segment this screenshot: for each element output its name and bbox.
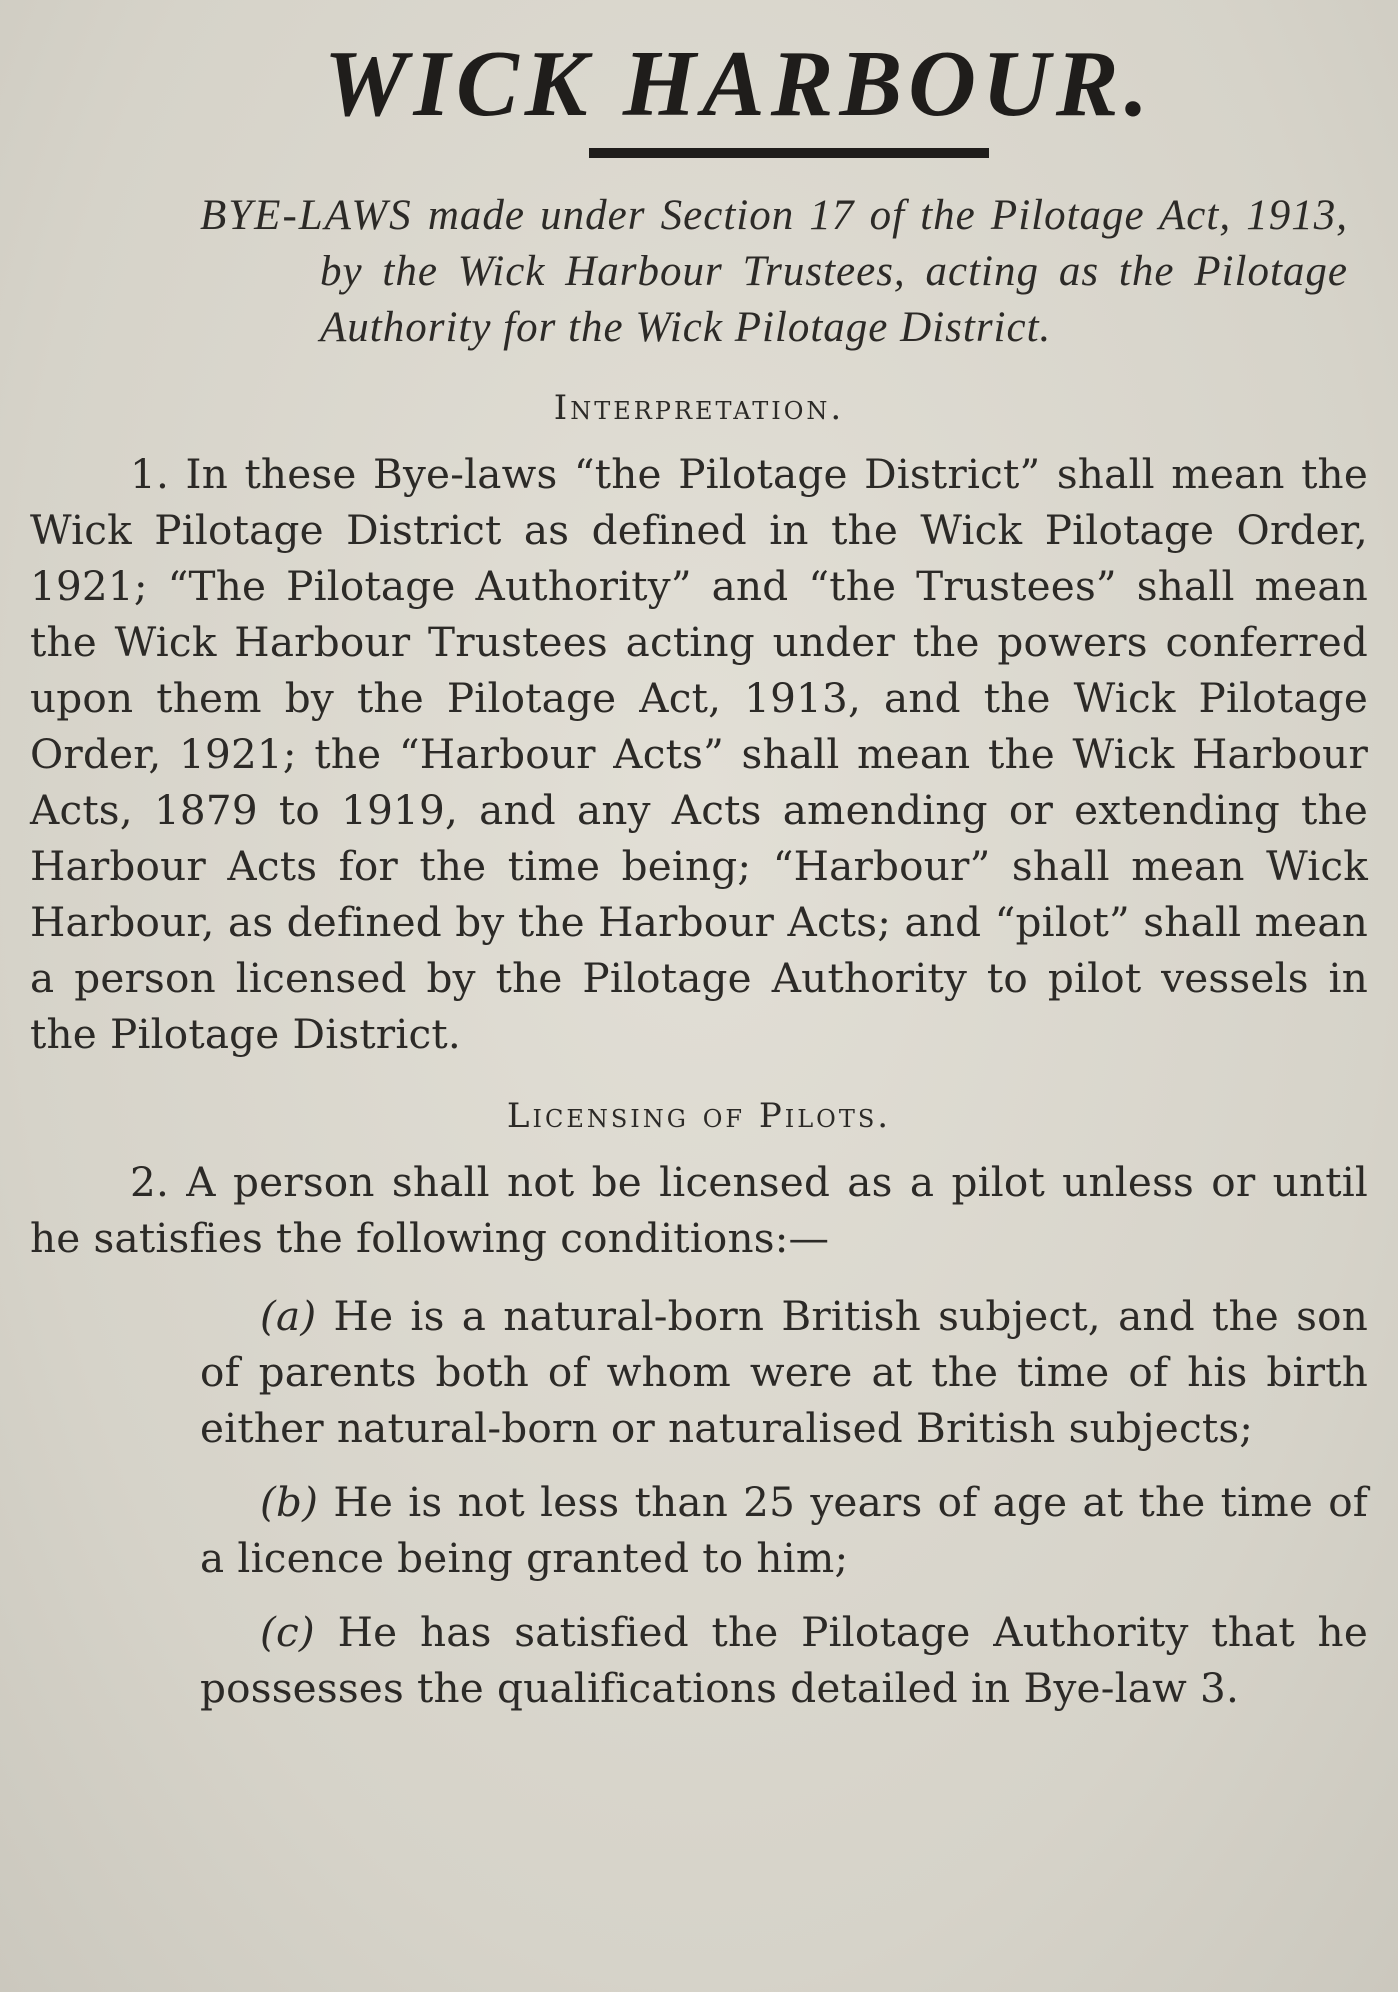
preamble-text: made under Section 17 of the Pilotage Act, 1913, by the Wick Harbour Trustees, acting as the Pilotage Authority for the Wick Pilotage District.: [320, 192, 1348, 352]
item-text-a: He is a natural-born British subject, and the son of parents both of whom were at the time of his birth either natural-born or naturalised British subjects;: [200, 1292, 1368, 1453]
item-label-c: (c): [260, 1608, 315, 1657]
section-paragraph-2: 2. A person shall not be licensed as a pilot unless or until he satisfies the following conditions:—: [30, 1158, 1368, 1263]
preamble: [200, 188, 1348, 356]
section-heading-licensing: Licensing of Pilots.: [506, 1096, 892, 1137]
section-paragraph-1: 1. In these Bye-laws “the Pilotage District” shall mean the Wick Pilotage District as defined in the Wick Pilotage Order, 1921; “The Pilotage Authority” and “the Trustees” shall mean the Wick Harbour Trustees acting under the powers conferred upon them by the Pilotage Act, 1913, and the Wick Pilotage Order, 1921; the “Harbour Acts” shall mean the Wick Harbour Acts, 1879 to 1919, and any Acts amending or extending the Harbour Acts for the time being; “Harbour” shall mean Wick Harbour, as defined by the Harbour Acts; and “pilot” shall mean a person licensed by the Pilotage Authority to pilot vessels in the Pilotage District.: [30, 450, 1368, 1059]
item-text-c: He has satisfied the Pilotage Authority that he possesses the qualifications detailed in Bye-law 3.: [200, 1608, 1368, 1713]
item-label-b: (b): [260, 1478, 319, 1527]
list-item: [200, 1288, 1368, 1456]
document-title: WICK HARBOUR.: [323, 32, 1155, 136]
list-item: [200, 1474, 1368, 1586]
section-heading-interpretation: Interpretation.: [553, 388, 845, 429]
item-text-b: He is not less than 25 years of age at the time of a licence being granted to him;: [200, 1478, 1368, 1583]
list-item: [200, 1604, 1368, 1716]
item-label-a: (a): [260, 1292, 317, 1341]
preamble-lead: BYE-LAWS: [200, 192, 413, 240]
title-rule: [589, 148, 989, 158]
